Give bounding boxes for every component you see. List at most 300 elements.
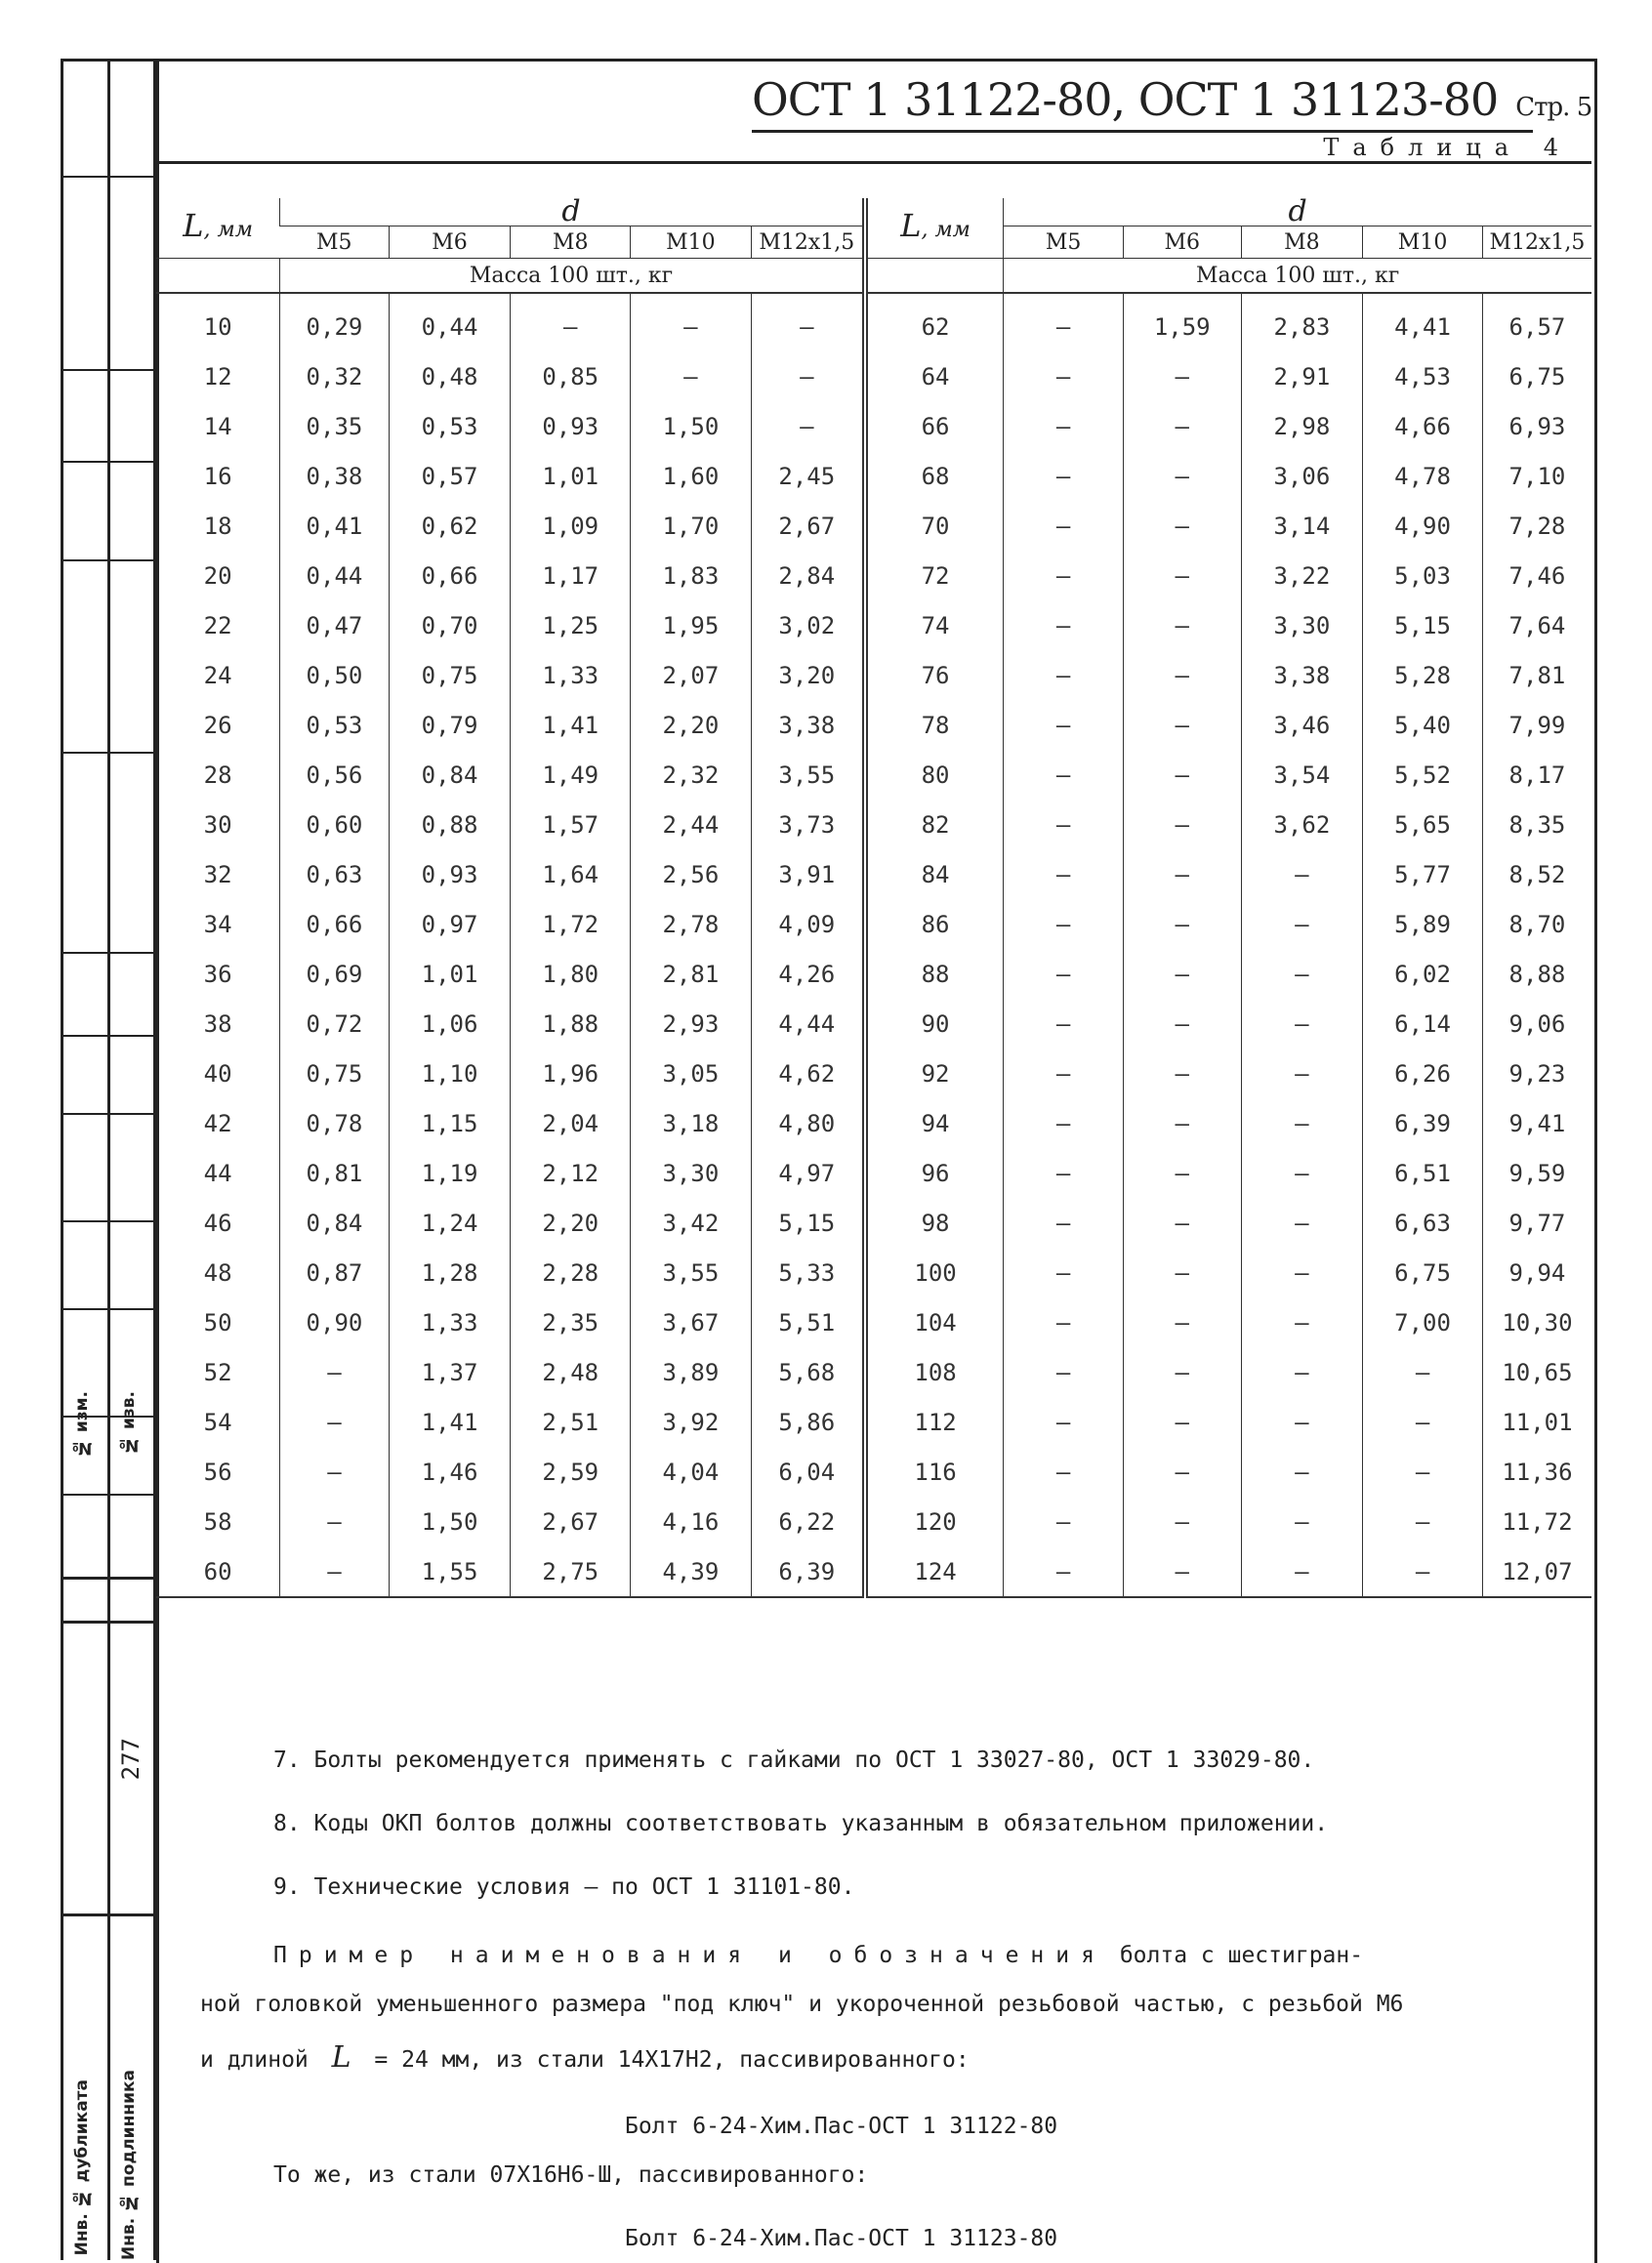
sidebar-label-izm: № изм. xyxy=(72,1391,92,1459)
mass-cell: 4,78 xyxy=(1363,451,1483,501)
mass-cell: 0,87 xyxy=(280,1248,390,1297)
mass-cell: 8,35 xyxy=(1482,800,1591,849)
mass-cell: 3,55 xyxy=(751,750,865,800)
size-header: М5 xyxy=(1004,226,1124,259)
mass-cell: 1,25 xyxy=(511,600,631,650)
mass-cell: 3,30 xyxy=(631,1148,752,1198)
mass-cell: – xyxy=(1123,600,1241,650)
mass-cell: – xyxy=(1123,750,1241,800)
mass-cell: – xyxy=(1004,800,1124,849)
length-cell: 54 xyxy=(203,1408,232,1436)
mass-cell: 6,63 xyxy=(1363,1198,1483,1248)
length-cell: 22 xyxy=(203,611,232,639)
mass-cell: – xyxy=(1004,451,1124,501)
length-cell: 16 xyxy=(203,462,232,490)
mass-cell: 2,98 xyxy=(1241,401,1363,451)
length-cell: 48 xyxy=(203,1258,232,1287)
length-cell: 24 xyxy=(203,661,232,689)
mass-cell: – xyxy=(1123,1297,1241,1347)
mass-cell: 8,88 xyxy=(1482,949,1591,999)
length-cell: 78 xyxy=(865,700,1004,750)
mass-cell: 11,36 xyxy=(1482,1447,1591,1497)
mass-cell: 0,66 xyxy=(280,899,390,949)
size-header: М5 xyxy=(280,226,390,259)
mass-cell: 2,51 xyxy=(511,1397,631,1447)
mass-cell: 3,73 xyxy=(751,800,865,849)
mass-cell: 0,93 xyxy=(511,401,631,451)
mass-cell: – xyxy=(1004,1148,1124,1198)
table-row xyxy=(156,600,1591,650)
length-cell: 12 xyxy=(203,362,232,391)
mass-cell: – xyxy=(280,1447,390,1497)
mass-cell: – xyxy=(1241,1447,1363,1497)
mass-cell: 6,57 xyxy=(1482,293,1591,351)
mass-cell: 3,30 xyxy=(1241,600,1363,650)
mass-cell: 2,83 xyxy=(1241,293,1363,351)
mass-cell: – xyxy=(1123,1248,1241,1297)
mass-cell: 2,75 xyxy=(511,1546,631,1597)
length-cell: 108 xyxy=(865,1347,1004,1397)
mass-cell: 3,92 xyxy=(631,1397,752,1447)
mass-cell: 2,91 xyxy=(1241,351,1363,401)
length-cell: 94 xyxy=(865,1098,1004,1148)
mass-cell: 0,85 xyxy=(511,351,631,401)
mass-cell: – xyxy=(1241,1248,1363,1297)
mass-cell: – xyxy=(1123,1497,1241,1546)
length-cell: 116 xyxy=(865,1447,1004,1497)
example-rest-text: болта с шестигран- xyxy=(1119,1943,1364,1968)
mass-cell: 1,33 xyxy=(389,1297,511,1347)
mass-cell: 0,56 xyxy=(280,750,390,800)
mass-cell: 4,09 xyxy=(751,899,865,949)
standard-number: ОСТ 1 31122-80, ОСТ 1 31123-80 xyxy=(752,73,1499,126)
mass-cell: 5,52 xyxy=(1363,750,1483,800)
length-cell: 68 xyxy=(865,451,1004,501)
mass-cell: 0,75 xyxy=(389,650,511,700)
mass-cell: 7,00 xyxy=(1363,1297,1483,1347)
mass-cell: – xyxy=(1123,949,1241,999)
mass-cell: 3,18 xyxy=(631,1098,752,1148)
length-cell: 70 xyxy=(865,501,1004,551)
note-8: 8. Коды ОКП болтов должны соответствовать указанным в обязательном приложении. xyxy=(273,1811,1329,1836)
size-header: М6 xyxy=(1123,226,1241,259)
mass-cell: 2,35 xyxy=(511,1297,631,1347)
mass-cell: 8,70 xyxy=(1482,899,1591,949)
mass-cell: 0,35 xyxy=(280,401,390,451)
mass-cell: 1,88 xyxy=(511,999,631,1049)
mass-cell: 3,91 xyxy=(751,849,865,899)
mass-cell: 0,69 xyxy=(280,949,390,999)
note-9: 9. Технические условия – по ОСТ 1 31101-80. xyxy=(273,1874,855,1900)
mass-header-blank xyxy=(156,259,280,294)
mass-cell: – xyxy=(1004,1049,1124,1098)
mass-cell: 6,39 xyxy=(751,1546,865,1597)
mass-cell: 4,41 xyxy=(1363,293,1483,351)
mass-cell: 4,04 xyxy=(631,1447,752,1497)
length-cell: 100 xyxy=(865,1248,1004,1297)
mass-cell: 5,03 xyxy=(1363,551,1483,600)
mass-cell: – xyxy=(1004,501,1124,551)
mass-cell: 2,20 xyxy=(511,1198,631,1248)
length-cell: 76 xyxy=(865,650,1004,700)
mass-cell: – xyxy=(1241,1497,1363,1546)
mass-cell: – xyxy=(1241,1347,1363,1397)
mass-cell: 6,39 xyxy=(1363,1098,1483,1148)
mass-cell: 2,48 xyxy=(511,1347,631,1397)
length-cell: 72 xyxy=(865,551,1004,600)
mass-cell: 4,53 xyxy=(1363,351,1483,401)
mass-cell: 6,93 xyxy=(1482,401,1591,451)
size-header: М12х1,5 xyxy=(1482,226,1591,259)
mass-cell: – xyxy=(1241,1397,1363,1447)
mass-cell: 0,88 xyxy=(389,800,511,849)
mass-cell: 3,38 xyxy=(751,700,865,750)
table-row xyxy=(156,1248,1591,1297)
mass-cell: 6,51 xyxy=(1363,1148,1483,1198)
length-cell: 36 xyxy=(203,960,232,988)
mass-cell: 1,50 xyxy=(389,1497,511,1546)
mass-cell: – xyxy=(751,401,865,451)
mass-cell: 2,12 xyxy=(511,1148,631,1198)
mass-cell: – xyxy=(1004,551,1124,600)
mass-cell: 1,24 xyxy=(389,1198,511,1248)
mass-cell: 0,53 xyxy=(280,700,390,750)
mass-cell: 2,93 xyxy=(631,999,752,1049)
size-header: М10 xyxy=(1363,226,1483,259)
mass-cell: 1,41 xyxy=(389,1397,511,1447)
table-row xyxy=(156,401,1591,451)
mass-cell: – xyxy=(280,1347,390,1397)
mass-cell: 1,01 xyxy=(511,451,631,501)
mass-cell: – xyxy=(511,293,631,351)
mass-cell: 0,41 xyxy=(280,501,390,551)
mass-cell: 3,62 xyxy=(1241,800,1363,849)
mass-cell: 7,81 xyxy=(1482,650,1591,700)
mass-cell: 0,81 xyxy=(280,1148,390,1198)
mass-cell: – xyxy=(1123,1347,1241,1397)
mass-cell: – xyxy=(1123,451,1241,501)
length-cell: 32 xyxy=(203,860,232,888)
mass-cell: 5,89 xyxy=(1363,899,1483,949)
table-label: Таблица 4 xyxy=(1323,134,1572,161)
mass-cell: – xyxy=(1004,949,1124,999)
mass-cell: 3,89 xyxy=(631,1347,752,1397)
mass-cell: 4,80 xyxy=(751,1098,865,1148)
table-row xyxy=(156,1198,1591,1248)
length-cell: 34 xyxy=(203,910,232,938)
table-row xyxy=(156,700,1591,750)
mass-cell: – xyxy=(631,351,752,401)
mass-cell: 6,75 xyxy=(1363,1248,1483,1297)
mass-cell: 5,86 xyxy=(751,1397,865,1447)
mass-cell: 9,59 xyxy=(1482,1148,1591,1198)
mass-cell: – xyxy=(1363,1347,1483,1397)
mass-cell: – xyxy=(751,293,865,351)
length-cell: 84 xyxy=(865,849,1004,899)
mass-cell: 1,60 xyxy=(631,451,752,501)
mass-cell: 0,53 xyxy=(389,401,511,451)
length-cell: 80 xyxy=(865,750,1004,800)
mass-cell: – xyxy=(1123,351,1241,401)
mass-cell: 3,54 xyxy=(1241,750,1363,800)
mass-cell: – xyxy=(1123,1546,1241,1597)
length-cell: 90 xyxy=(865,999,1004,1049)
mass-cell: 2,28 xyxy=(511,1248,631,1297)
mass-cell: 0,63 xyxy=(280,849,390,899)
header-divider xyxy=(156,161,1591,164)
mass-cell: 4,44 xyxy=(751,999,865,1049)
mass-cell: – xyxy=(1123,700,1241,750)
mass-cell: – xyxy=(1241,1297,1363,1347)
mass-cell: – xyxy=(280,1497,390,1546)
mass-cell: 1,96 xyxy=(511,1049,631,1098)
mass-cell: 1,01 xyxy=(389,949,511,999)
page-header xyxy=(742,73,1592,161)
mass-cell: 7,46 xyxy=(1482,551,1591,600)
table-row xyxy=(156,451,1591,501)
mass-cell: 4,97 xyxy=(751,1148,865,1198)
mass-cell: 7,10 xyxy=(1482,451,1591,501)
mass-cell: 6,14 xyxy=(1363,999,1483,1049)
mass-cell: 8,17 xyxy=(1482,750,1591,800)
mass-cell: 3,46 xyxy=(1241,700,1363,750)
mass-cell: – xyxy=(1241,949,1363,999)
mass-cell: 1,49 xyxy=(511,750,631,800)
table-row xyxy=(156,800,1591,849)
table-row xyxy=(156,949,1591,999)
mass-cell: – xyxy=(1241,1546,1363,1597)
mass-cell: 8,52 xyxy=(1482,849,1591,899)
table-row xyxy=(156,1497,1591,1546)
mass-cell: – xyxy=(1241,849,1363,899)
mass-cell: 4,39 xyxy=(631,1546,752,1597)
mass-cell: 6,26 xyxy=(1363,1049,1483,1098)
mass-cell: 10,30 xyxy=(1482,1297,1591,1347)
mass-cell: – xyxy=(1123,800,1241,849)
mass-cell: – xyxy=(1123,999,1241,1049)
table-row xyxy=(156,501,1591,551)
mass-cell: 9,41 xyxy=(1482,1098,1591,1148)
table-row xyxy=(156,1148,1591,1198)
page-number: Стр. 5 xyxy=(1515,93,1592,122)
mass-cell: 0,93 xyxy=(389,849,511,899)
mass-cell: 0,78 xyxy=(280,1098,390,1148)
mass-cell: 0,44 xyxy=(280,551,390,600)
mass-cell: 3,20 xyxy=(751,650,865,700)
length-cell: 58 xyxy=(203,1507,232,1536)
mass-cell: – xyxy=(280,1397,390,1447)
mass-cell: – xyxy=(1004,401,1124,451)
mass-cell: – xyxy=(1241,1049,1363,1098)
length-cell: 64 xyxy=(865,351,1004,401)
mass-cell: 1,59 xyxy=(1123,293,1241,351)
mass-cell: – xyxy=(1363,1497,1483,1546)
mass-cell: 2,45 xyxy=(751,451,865,501)
mass-cell: 0,50 xyxy=(280,650,390,700)
mass-cell: – xyxy=(1123,899,1241,949)
length-cell: 62 xyxy=(865,293,1004,351)
mass-cell: 2,04 xyxy=(511,1098,631,1148)
mass-cell: 9,77 xyxy=(1482,1198,1591,1248)
mass-header-blank xyxy=(865,259,1004,294)
length-cell: 52 xyxy=(203,1358,232,1386)
mass-cell: 0,75 xyxy=(280,1049,390,1098)
table-row xyxy=(156,999,1591,1049)
l-header-left: L, мм xyxy=(156,198,280,259)
mass-cell: 4,66 xyxy=(1363,401,1483,451)
mass-cell: – xyxy=(1004,1397,1124,1447)
mass-table-body xyxy=(156,293,1591,1597)
mass-cell: 7,28 xyxy=(1482,501,1591,551)
sidebar-label-dubl: Инв. № дубликата xyxy=(72,2079,92,2256)
mass-cell: 0,29 xyxy=(280,293,390,351)
table-row xyxy=(156,1297,1591,1347)
mass-cell: – xyxy=(631,293,752,351)
l-header-right: L, мм xyxy=(865,198,1004,259)
example-line-3: и длиной L = 24 мм, из стали 14Х17Н2, пассивированного: xyxy=(200,2040,970,2075)
table-row xyxy=(156,650,1591,700)
mass-cell: 1,19 xyxy=(389,1148,511,1198)
mass-cell: – xyxy=(1123,849,1241,899)
length-cell: 30 xyxy=(203,810,232,839)
mass-cell: 5,15 xyxy=(751,1198,865,1248)
example-line-1 xyxy=(273,1943,1363,1968)
mass-cell: 1,64 xyxy=(511,849,631,899)
mass-header-left: Масса 100 шт., кг xyxy=(280,259,865,294)
mass-cell: – xyxy=(1004,1546,1124,1597)
example-line-2: ной головкой уменьшенного размера "под ключ" и укороченной резьбовой частью, с резьбой М6 xyxy=(200,1992,1404,2017)
mass-header-right: Масса 100 шт., кг xyxy=(1004,259,1591,294)
mass-cell: – xyxy=(1363,1546,1483,1597)
size-header: М10 xyxy=(631,226,752,259)
mass-cell: – xyxy=(1123,551,1241,600)
mass-cell: 7,99 xyxy=(1482,700,1591,750)
mass-cell: – xyxy=(1241,1098,1363,1148)
mass-cell: – xyxy=(1004,1347,1124,1397)
length-cell: 26 xyxy=(203,711,232,739)
mass-cell: 5,15 xyxy=(1363,600,1483,650)
length-cell: 18 xyxy=(203,512,232,540)
mass-cell: 2,81 xyxy=(631,949,752,999)
table-row xyxy=(156,1447,1591,1497)
mass-cell: – xyxy=(1004,1198,1124,1248)
mass-cell: 0,44 xyxy=(389,293,511,351)
mass-cell: – xyxy=(1241,1148,1363,1198)
mass-cell: 0,84 xyxy=(389,750,511,800)
mass-table xyxy=(156,194,1591,1598)
table-row xyxy=(156,1347,1591,1397)
length-cell: 60 xyxy=(156,1546,280,1597)
mass-cell: – xyxy=(1004,1497,1124,1546)
mass-cell: 6,22 xyxy=(751,1497,865,1546)
length-cell: 86 xyxy=(865,899,1004,949)
table-row xyxy=(156,1098,1591,1148)
mass-cell: 0,79 xyxy=(389,700,511,750)
table-row xyxy=(156,351,1591,401)
mass-cell: 3,02 xyxy=(751,600,865,650)
mass-cell: 6,04 xyxy=(751,1447,865,1497)
mass-cell: – xyxy=(280,1546,390,1597)
mass-cell: – xyxy=(1123,1397,1241,1447)
mass-cell: 1,57 xyxy=(511,800,631,849)
mass-cell: 0,60 xyxy=(280,800,390,849)
length-cell: 20 xyxy=(203,561,232,590)
length-cell: 82 xyxy=(865,800,1004,849)
mass-cell: – xyxy=(1123,401,1241,451)
mass-cell: – xyxy=(1004,1297,1124,1347)
example-spaced-text: Пример наименования и обозначения xyxy=(273,1943,1106,1968)
length-cell: 14 xyxy=(203,412,232,440)
mass-cell: – xyxy=(1004,351,1124,401)
mass-cell: 5,65 xyxy=(1363,800,1483,849)
length-cell: 10 xyxy=(203,312,232,341)
mass-cell: 6,02 xyxy=(1363,949,1483,999)
d-header-right: d xyxy=(1004,198,1591,226)
mass-cell: 1,41 xyxy=(511,700,631,750)
table-row xyxy=(156,899,1591,949)
mass-cell: 11,72 xyxy=(1482,1497,1591,1546)
mass-cell: – xyxy=(1241,899,1363,949)
size-header: М6 xyxy=(389,226,511,259)
mass-cell: 1,80 xyxy=(511,949,631,999)
mass-cell: 0,84 xyxy=(280,1198,390,1248)
mass-cell: 1,06 xyxy=(389,999,511,1049)
mass-cell: 3,05 xyxy=(631,1049,752,1098)
mass-cell: 1,50 xyxy=(631,401,752,451)
mass-cell: 0,38 xyxy=(280,451,390,501)
mass-cell: 0,48 xyxy=(389,351,511,401)
mass-cell: 0,66 xyxy=(389,551,511,600)
mass-cell: 1,37 xyxy=(389,1347,511,1397)
designation-1: Болт 6-24-Хим.Пас-ОСТ 1 31122-80 xyxy=(625,2114,1058,2139)
mass-cell: 5,33 xyxy=(751,1248,865,1297)
left-margin-stamp xyxy=(61,59,156,2260)
mass-cell: 1,70 xyxy=(631,501,752,551)
mass-cell: 2,84 xyxy=(751,551,865,600)
mass-cell: – xyxy=(1004,750,1124,800)
mass-cell: 3,14 xyxy=(1241,501,1363,551)
designation-2: Болт 6-24-Хим.Пас-ОСТ 1 31123-80 xyxy=(625,2226,1058,2251)
mass-cell: – xyxy=(1241,999,1363,1049)
table-row xyxy=(156,1546,1591,1597)
mass-cell: 3,22 xyxy=(1241,551,1363,600)
same-text: То же, из стали 07Х16Н6-Ш, пассивированного: xyxy=(273,2162,869,2188)
mass-cell: 10,65 xyxy=(1482,1347,1591,1397)
length-cell: 42 xyxy=(203,1109,232,1137)
d-header-left: d xyxy=(280,198,865,226)
sidebar-label-podl: Инв. № подлинника xyxy=(119,2070,139,2260)
mass-cell: 3,06 xyxy=(1241,451,1363,501)
mass-cell: 3,42 xyxy=(631,1198,752,1248)
length-cell: 38 xyxy=(203,1009,232,1038)
mass-cell: 1,95 xyxy=(631,600,752,650)
length-cell: 40 xyxy=(203,1059,232,1088)
length-cell: 98 xyxy=(865,1198,1004,1248)
note-7: 7. Болты рекомендуется применять с гайками по ОСТ 1 33027-80, ОСТ 1 33029-80. xyxy=(273,1748,1315,1773)
table-row xyxy=(156,750,1591,800)
mass-cell: – xyxy=(1123,1049,1241,1098)
mass-cell: 4,62 xyxy=(751,1049,865,1098)
mass-cell: 7,64 xyxy=(1482,600,1591,650)
sidebar-label-izv: № изв. xyxy=(119,1391,139,1455)
length-cell: 74 xyxy=(865,600,1004,650)
mass-cell: – xyxy=(1004,700,1124,750)
mass-cell: 4,26 xyxy=(751,949,865,999)
size-header: М8 xyxy=(1241,226,1363,259)
mass-cell: 1,10 xyxy=(389,1049,511,1098)
standard-title xyxy=(752,73,1591,126)
mass-cell: – xyxy=(1363,1447,1483,1497)
